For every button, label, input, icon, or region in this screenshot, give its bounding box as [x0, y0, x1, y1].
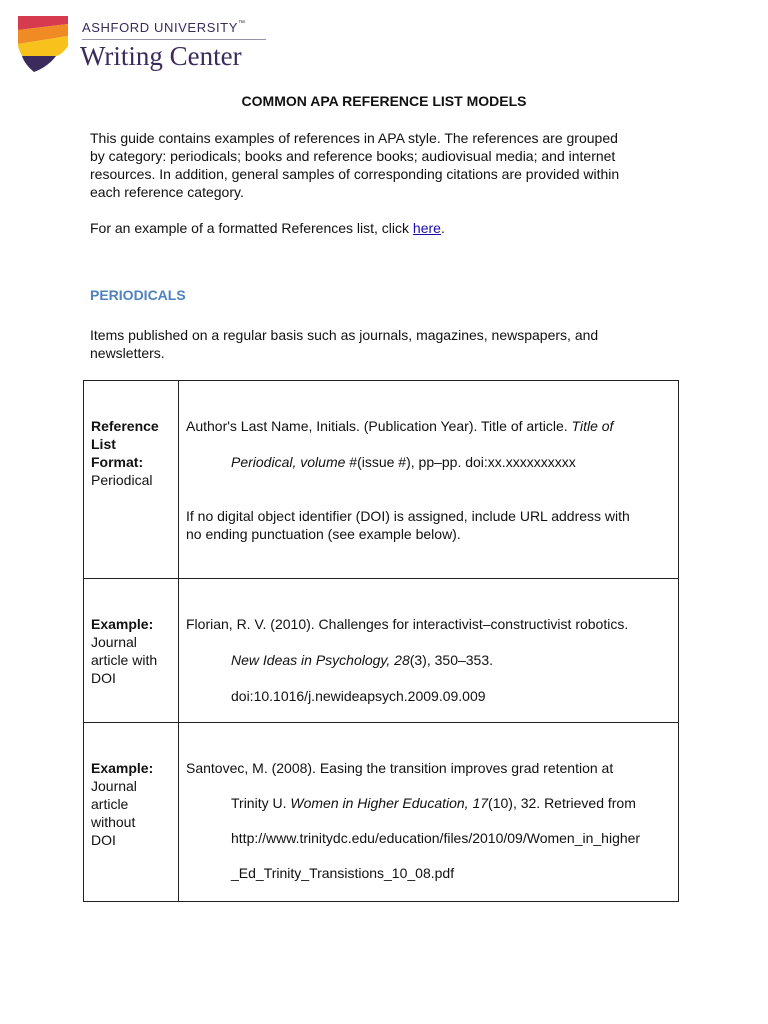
- row-content-cell: Florian, R. V. (2010). Challenges for interactivist–constructivist robotics. New Ideas in Psychology, 28(3), 350–353. doi:10.1016/j.newideapsych.2009.09.009: [179, 579, 679, 723]
- example-text: For an example of a formatted References list, click: [90, 220, 413, 236]
- reference-table: [83, 380, 679, 902]
- row-label-cell: Example: Journal article with DOI: [84, 579, 179, 723]
- intro-line: each reference category.: [90, 184, 244, 200]
- university-name: ASHFORD UNIVERSITY™: [82, 20, 246, 35]
- example-period: .: [440, 220, 445, 236]
- university-logo: [16, 14, 276, 78]
- intro-line: resources. In addition, general samples of corresponding citations are provided within: [90, 166, 620, 182]
- table-row: [84, 723, 679, 902]
- here-link[interactable]: here: [412, 220, 441, 236]
- row-label-cell: Example: Journal article without DOI: [84, 723, 179, 902]
- page-title: COMMON APA REFERENCE LIST MODELS: [241, 93, 527, 109]
- example-paragraph: [90, 219, 680, 237]
- row-content-cell: Author's Last Name, Initials. (Publication Year). Title of article. Title of Periodical, volume #(issue #), pp–pp. doi:xx.xxxxxxxxxx If no digital object identifier (DOI) is assigned, include URL address with no ending punctuation (see example below).: [179, 381, 679, 579]
- row-content-cell: Santovec, M. (2008). Easing the transition improves grad retention at Trinity U. Women in Higher Education, 17(10), 32. Retrieved from http://www.trinitydc.edu/education/files/2010/09/Women_in_higher _Ed_Trinity_Transistions_10_08.pdf: [179, 723, 679, 902]
- row-label-cell: Reference List Format: Periodical: [84, 381, 179, 579]
- writing-center-name: Writing Center: [80, 41, 242, 71]
- intro-paragraph: [90, 129, 680, 201]
- intro-line: This guide contains examples of references in APA style. The references are grouped: [90, 130, 618, 146]
- section-description: [90, 326, 680, 362]
- intro-line: by category: periodicals; books and reference books; audiovisual media; and internet: [90, 148, 616, 164]
- section-heading: PERIODICALS: [90, 287, 186, 303]
- table-row: [84, 381, 679, 579]
- logo-divider: [82, 39, 266, 40]
- table-row: [84, 579, 679, 723]
- logo-shield-icon: [16, 14, 70, 74]
- description-line: newsletters.: [90, 345, 165, 361]
- description-line: Items published on a regular basis such as journals, magazines, newspapers, and: [90, 327, 599, 343]
